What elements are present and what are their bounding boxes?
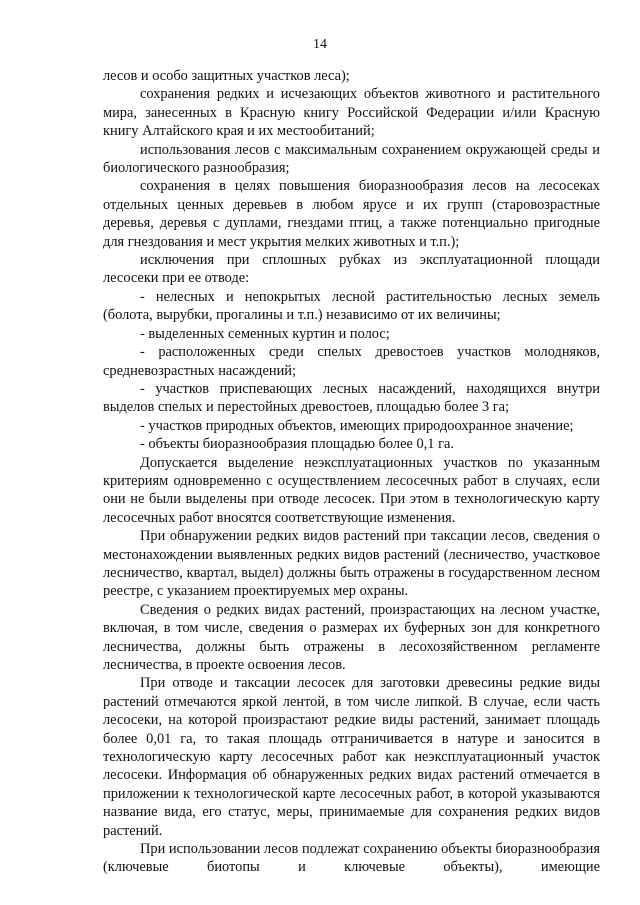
list-item: - выделенных семенных куртин и полос; bbox=[140, 325, 390, 342]
paragraph: лесов и особо защитных участков леса); bbox=[103, 68, 350, 84]
list-item: - объекты биоразнообразия площадью более 0,1 га. bbox=[140, 436, 454, 453]
paragraph: При обнаружении редких видов растений при таксации лесов, сведения о местонахождении выявленных редких видов растений (лесничество, участковое лесничество, квартал, выдел) должны быть отражены в государственном лесном реестре, с указанием проектируемых мер охраны. bbox=[103, 528, 600, 600]
paragraph: сохранения в целях повышения биоразнообразия лесов на лесосеках отдельных ценных деревьев в любом ярусе и их групп (старовозрастные деревья, деревья с дуплами, гнездами птиц, а также потенциально пригодные для гнездования и мест укрытия мелких животных и т.п.); bbox=[103, 178, 600, 250]
list-item: - расположенных среди спелых древостоев участков молодняков, средневозрастных насаждений; bbox=[103, 344, 600, 379]
list-item: - участков природных объектов, имеющих природоохранное значение; bbox=[140, 417, 574, 434]
paragraph: При использовании лесов подлежат сохранению объекты биоразнообразия (ключевые биотопы и ключевые объекты), имеющие bbox=[103, 841, 600, 876]
list-item: - нелесных и непокрытых лесной растительностью лесных земель (болота, вырубки, прогалины и т.п.) независимо от их величины; bbox=[103, 288, 600, 324]
paragraph: исключения при сплошных рубках из эксплуатационной площади лесосеки при ее отводе: bbox=[103, 252, 600, 287]
paragraph: сохранения редких и исчезающих объектов животного и растительного мира, занесенных в Красную книгу Российской Федерации и/или Красную книгу Алтайского края и их местообитаний; bbox=[103, 86, 600, 140]
body-text bbox=[103, 67, 600, 877]
page-number: 14 bbox=[313, 37, 327, 52]
paragraph: использования лесов с максимальным сохранением окружающей среды и биологического разнообразия; bbox=[103, 141, 600, 177]
paragraph: При отводе и таксации лесосек для заготовки древесины редкие виды растений отмечаются яркой лентой, в том числе липкой. В случае, если часть лесосеки, на которой произрастают редкие виды растений, занимает площадь более 0,01 га, то такая площадь отграничивается в натуре и заносится в технологическую карту лесосечных работ как неэксплуатационный участок лесосеки. Информация об обнаруженных редких видах растений отмечается в приложении к технологической карте лесосечных работ, в которой указываются название вида, его статус, меры, принимаемые для сохранения редких видов растений. bbox=[103, 675, 600, 839]
paragraph: Сведения о редких видах растений, произрастающих на лесном участке, включая, в том числе, сведения о размерах их буферных зон для конкретного лесничества, должны быть отражены в лесохозяйственном регламенте лесничества, в проекте освоения лесов. bbox=[103, 601, 600, 673]
paragraph: Допускается выделение неэксплуатационных участков по указанным критериям одновременно с осуществлением лесосечных работ в случаях, если они не были выделены при отводе лесосек. При этом в технологическую карту лесосечных работ вносятся соответствующие изменения. bbox=[103, 454, 600, 526]
list-item: - участков приспевающих лесных насаждений, находящихся внутри выделов спелых и перестойных древостоев, площадью более 3 га; bbox=[103, 380, 600, 416]
